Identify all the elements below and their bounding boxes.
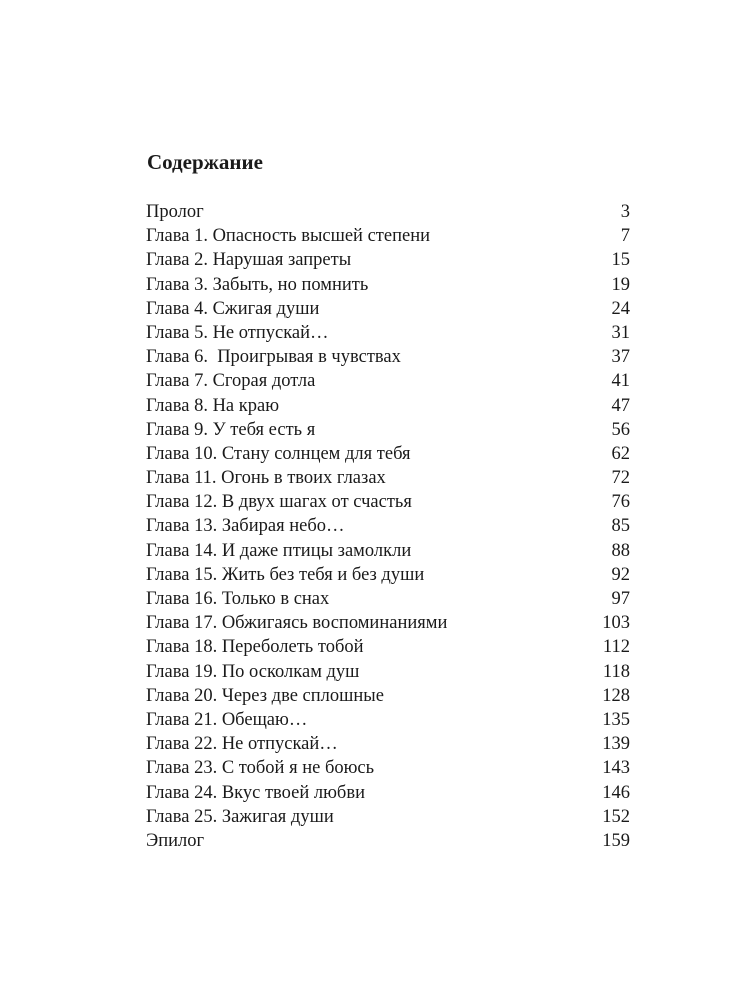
toc-entry xyxy=(146,369,630,393)
toc-entry-title: Глава 18. Переболеть тобой xyxy=(146,637,364,658)
toc-entry-page-number: 139 xyxy=(602,734,630,755)
toc-entry-title: Пролог xyxy=(146,202,204,222)
toc-entry-page-number: 15 xyxy=(611,250,630,271)
toc-entry-page-number: 7 xyxy=(620,226,630,247)
toc-entry-page-number: 62 xyxy=(611,443,630,464)
toc-entry xyxy=(146,587,630,611)
toc-entry-page-number: 72 xyxy=(611,468,630,489)
toc-entry xyxy=(146,708,630,732)
toc-entry-title: Глава 2. Нарушая запреты xyxy=(146,250,352,271)
toc-entry xyxy=(146,466,630,490)
toc-entry xyxy=(146,611,630,635)
toc-entry-title: Глава 8. На краю xyxy=(146,395,280,416)
toc-entry xyxy=(146,490,630,514)
toc-entry-title: Глава 15. Жить без тебя и без души xyxy=(146,564,425,585)
toc-entry-page-number: 118 xyxy=(602,661,630,682)
toc-entry-page-number: 159 xyxy=(602,830,630,851)
toc-entry xyxy=(146,514,630,538)
toc-entry-title: Глава 17. Обжигаясь воспоминаниями xyxy=(146,613,448,634)
toc-entry xyxy=(146,660,630,684)
toc-entry-page-number: 31 xyxy=(611,322,630,343)
toc-entry xyxy=(146,442,630,466)
toc-entry xyxy=(146,781,630,805)
toc-entry-page-number: 112 xyxy=(602,637,630,658)
toc-entry-title: Глава 19. По осколкам душ xyxy=(146,661,360,682)
toc-entry-page-number: 103 xyxy=(602,613,630,634)
toc-entry-title: Эпилог xyxy=(146,830,205,851)
toc-entry xyxy=(146,684,630,708)
toc-entry xyxy=(146,248,630,272)
toc-entry xyxy=(146,563,630,587)
toc-entry-title: Глава 4. Сжигая души xyxy=(146,298,320,319)
toc-entry-page-number: 92 xyxy=(611,564,630,585)
toc-entry-title: Глава 20. Через две сплошные xyxy=(146,685,384,706)
toc-entry xyxy=(146,345,630,369)
toc-entry xyxy=(146,829,630,853)
toc-entry-page-number: 143 xyxy=(602,758,630,779)
toc-entry-page-number: 152 xyxy=(602,806,630,827)
toc-entry-page-number: 37 xyxy=(611,347,630,368)
toc-entry xyxy=(146,756,630,780)
toc-entry-title: Глава 6. Проигрывая в чувствах xyxy=(146,347,401,368)
toc-entry-title: Глава 1. Опасность высшей степени xyxy=(146,226,431,247)
toc-entry-title: Глава 9. У тебя есть я xyxy=(146,419,316,440)
toc-entry-title: Глава 7. Сгорая дотла xyxy=(146,371,316,392)
toc-entry-page-number: 3 xyxy=(620,202,630,222)
toc-entry-page-number: 146 xyxy=(602,782,630,803)
toc-entry-page-number: 85 xyxy=(611,516,630,537)
toc-entry xyxy=(146,805,630,829)
toc-entry-page-number: 19 xyxy=(611,274,630,295)
toc-entry-page-number: 88 xyxy=(611,540,630,561)
toc-entry-title: Глава 16. Только в снах xyxy=(146,589,330,609)
toc-entry xyxy=(146,732,630,756)
toc-entry xyxy=(146,297,630,321)
toc-entry xyxy=(146,539,630,563)
toc-entry-title: Глава 23. С тобой я не боюсь xyxy=(146,758,375,779)
toc-entry-title: Глава 10. Стану солнцем для тебя xyxy=(146,443,411,464)
toc-entry-title: Глава 24. Вкус твоей любви xyxy=(146,782,365,803)
toc-entry xyxy=(146,224,630,248)
toc-entry-title: Глава 21. Обещаю… xyxy=(146,709,308,730)
toc-entry-title: Глава 25. Зажигая души xyxy=(146,806,334,827)
toc-entry xyxy=(146,273,630,297)
toc-entry-page-number: 97 xyxy=(611,589,630,609)
toc-entry-page-number: 135 xyxy=(602,709,630,730)
table-of-contents xyxy=(146,200,630,853)
toc-entry xyxy=(146,321,630,345)
toc-heading: Содержание xyxy=(147,150,263,174)
toc-entry-page-number: 41 xyxy=(611,371,630,392)
toc-entry-title: Глава 14. И даже птицы замолкли xyxy=(146,540,412,561)
toc-entry-page-number: 56 xyxy=(611,419,630,440)
toc-entry xyxy=(146,394,630,418)
toc-entry xyxy=(146,635,630,659)
toc-entry-page-number: 76 xyxy=(611,492,630,513)
toc-entry-title: Глава 22. Не отпускай… xyxy=(146,734,338,755)
toc-entry-title: Глава 5. Не отпускай… xyxy=(146,322,329,343)
toc-entry-page-number: 128 xyxy=(602,685,630,706)
toc-entry-page-number: 47 xyxy=(611,395,630,416)
toc-entry-title: Глава 3. Забыть, но помнить xyxy=(146,274,369,295)
toc-entry xyxy=(146,200,630,224)
toc-entry xyxy=(146,418,630,442)
toc-entry-title: Глава 11. Огонь в твоих глазах xyxy=(146,468,386,489)
toc-entry-page-number: 24 xyxy=(611,298,630,319)
toc-entry-title: Глава 12. В двух шагах от счастья xyxy=(146,492,412,513)
toc-entry-title: Глава 13. Забирая небо… xyxy=(146,516,345,537)
